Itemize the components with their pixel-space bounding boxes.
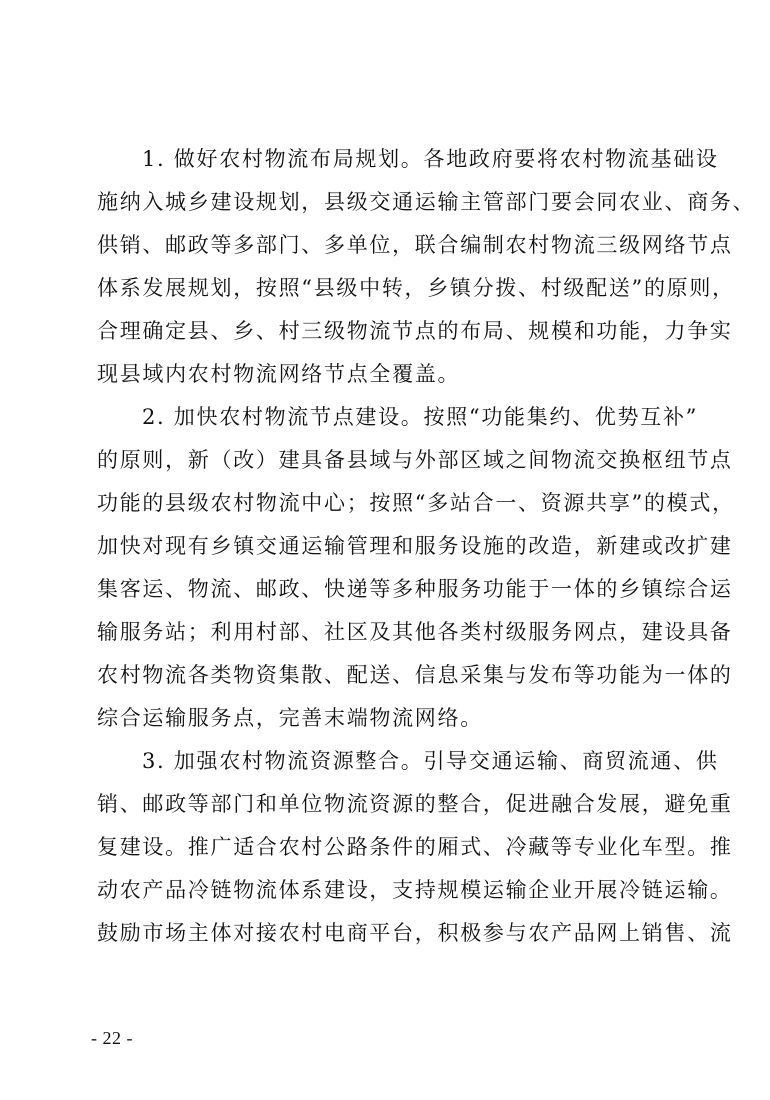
paragraph-2-line-2: 的原则，新（改）建具备县域与外部区域之间物流交换枢纽节点 xyxy=(97,448,733,472)
paragraph-1-line-2: 施纳入城乡建设规划，县级交通运输主管部门要会同农业、商务、 xyxy=(97,190,756,214)
paragraph-2-line-1: 2. 加快农村物流节点建设。按照“功能集约、优势互补” xyxy=(142,405,699,429)
paragraph-3-line-1: 3. 加强农村物流资源整合。引导交通运输、商贸流通、供 xyxy=(142,749,719,773)
paragraph-3-line-3: 复建设。推广适合农村公路条件的厢式、冷藏等专业化车型。推 xyxy=(97,835,733,859)
paragraph-3-line-4: 动农产品冷链物流体系建设，支持规模运输企业开展冷链运输。 xyxy=(97,878,733,902)
paragraph-3-line-2: 销、邮政等部门和单位物流资源的整合，促进融合发展，避免重 xyxy=(97,792,733,816)
paragraph-2-line-4: 加快对现有乡镇交通运输管理和服务设施的改造，新建或改扩建 xyxy=(97,534,733,558)
paragraph-1-line-5: 合理确定县、乡、村三级物流节点的布局、规模和功能，力争实 xyxy=(97,319,733,343)
paragraph-1-line-6: 现县域内农村物流网络节点全覆盖。 xyxy=(97,362,461,386)
paragraph-2-line-8: 综合运输服务点，完善末端物流网络。 xyxy=(97,706,483,730)
paragraph-2-line-7: 农村物流各类物资集散、配送、信息采集与发布等功能为一体的 xyxy=(97,663,733,687)
paragraph-2-line-6: 输服务站；利用村部、社区及其他各类村级服务网点，建设具备 xyxy=(97,620,733,644)
paragraph-1-line-4: 体系发展规划，按照“县级中转，乡镇分拨、村级配送”的原则， xyxy=(97,276,735,300)
paragraph-2-line-5: 集客运、物流、邮政、快递等多种服务功能于一体的乡镇综合运 xyxy=(97,577,733,601)
page-number: - 22 - xyxy=(91,1028,133,1048)
paragraph-1-line-1: 1. 做好农村物流布局规划。各地政府要将农村物流基础设 xyxy=(142,147,719,171)
paragraph-3-line-5: 鼓励市场主体对接农村电商平台，积极参与农产品网上销售、流 xyxy=(97,921,733,945)
paragraph-1-line-3: 供销、邮政等多部门、多单位，联合编制农村物流三级网络节点 xyxy=(97,233,733,257)
paragraph-2-line-3: 功能的县级农村物流中心；按照“多站合一、资源共享”的模式， xyxy=(97,491,735,515)
